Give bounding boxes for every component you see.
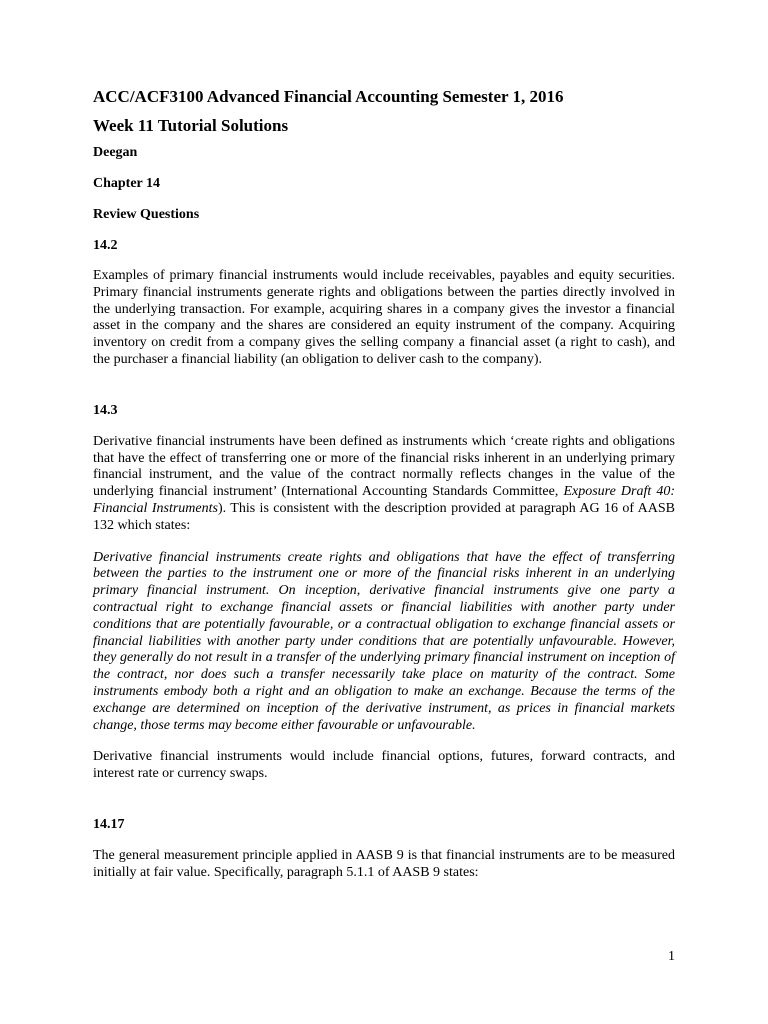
document-subtitle: Week 11 Tutorial Solutions [93, 116, 289, 135]
section-heading: Review Questions [93, 207, 200, 222]
document-title: ACC/ACF3100 Advanced Financial Accounting Semester 1, 2016 [93, 87, 564, 106]
author-heading: Deegan [93, 145, 138, 160]
question-number-14-17: 14.17 [93, 816, 125, 832]
question-number-14-3: 14.3 [93, 402, 118, 418]
quote-aasb-132: Derivative financial instruments create rights and obligations that have the effect of transferring between the parties to the instrument one or more of the financial risks inherent in an underlying primary financial instrument. On inception, derivative financial instruments give one party a contractual right to exchange financial assets or financial liabilities with another party under conditions that are potentially favourable, or a contractual obligation to exchange financial assets or financial liabilities with another party under conditions that are potentially unfavourable. However, they generally do not result in a transfer of the underlying primary financial instrument on inception of the contract, nor does such a transfer necessarily take place on maturity of the contract. Some instruments embody both a right and an obligation to make an exchange. Because the terms of the exchange are determined on inception of the derivative instrument, as prices in financial markets change, those terms may become either favourable or unfavourable. [93, 549, 675, 733]
answer-14-3-part1: Derivative financial instruments have been defined as instruments which ‘create rights and obligations that have the effect of transferring one or more of the financial risks inherent in an underlying primary financial instrument, and the value of the contract normally reflects changes in the value of the underlying financial instrument’ (International Accounting Standards Committee, [93, 433, 675, 500]
page-number: 1 [668, 949, 675, 964]
chapter-heading: Chapter 14 [93, 176, 161, 191]
answer-14-3-followup: Derivative financial instruments would include financial options, futures, forward contracts, and interest rate or currency swaps. [93, 749, 675, 782]
answer-14-2: Examples of primary financial instruments would include receivables, payables and equity securities. Primary financial instruments generate rights and obligations between the parties directly involved in the underlying transaction. For example, acquiring shares in a company gives the investor a financial asset in the company and the shares are considered an equity instrument of the company. Acquiring inventory on credit from a company gives the selling company a financial asset (a right to cash), and the purchaser a financial liability (an obligation to deliver cash to the company). [93, 268, 675, 367]
document-page [93, 84, 675, 882]
answer-14-17: The general measurement principle applied in AASB 9 is that financial instruments are to be measured initially at fair value. Specifically, paragraph 5.1.1 of AASB 9 states: [93, 847, 675, 880]
question-number-14-2: 14.2 [93, 238, 118, 253]
answer-14-3 [93, 434, 675, 535]
answer-14-3-citation: Exposure Draft 40: Financial Instruments [93, 484, 675, 516]
answer-14-3-part2: ). This is consistent with the description provided at paragraph AG 16 of AASB 132 which states: [93, 500, 675, 533]
